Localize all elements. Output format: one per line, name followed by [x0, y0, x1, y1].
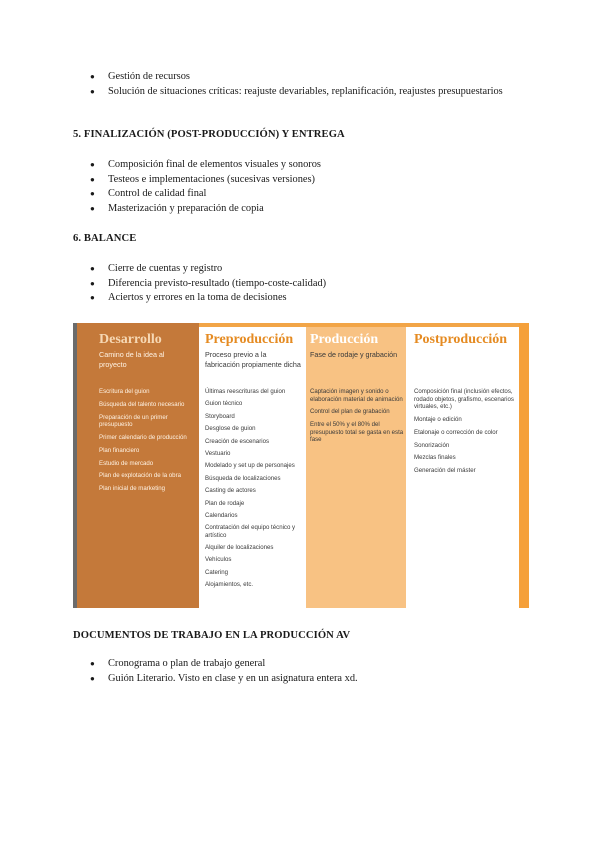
- figure-right-border: [519, 323, 529, 608]
- bullet-icon: ●: [90, 673, 95, 683]
- bullet-icon: ●: [90, 278, 95, 288]
- section5-bullet-list: [87, 158, 527, 216]
- phase-item: Vehículos: [205, 556, 232, 564]
- docs-bullet-list: [87, 657, 527, 686]
- phase-item: Alojamientos, etc.: [205, 581, 254, 589]
- phase-item: Mezclas finales: [414, 454, 456, 462]
- phase-item: Primer calendario de producción: [99, 433, 187, 441]
- phase-item: Estudio de mercado: [99, 459, 154, 467]
- bullet-icon: ●: [90, 293, 95, 303]
- phase-item: Catering: [205, 568, 229, 576]
- list-item: ● Composición final de elementos visuales y sonoros: [87, 158, 527, 173]
- phase-item: Búsqueda del talento necesario: [99, 400, 185, 408]
- phase-title: Postproducción: [414, 332, 508, 347]
- bullet-icon: ●: [90, 264, 95, 273]
- phase-title: Desarrollo: [99, 332, 162, 347]
- bullet-icon: ●: [90, 86, 95, 96]
- phase-item: Plan inicial de marketing: [99, 485, 166, 493]
- phase-item: Contratación del equipo técnico y artístico: [205, 524, 296, 539]
- phase-item-list: [310, 388, 404, 449]
- column-top-bar: [199, 323, 306, 327]
- bullet-icon: ●: [90, 174, 95, 184]
- list-item: ● Solución de situaciones críticas: reajuste devariables, replanificación, reajustes presupuestarios: [87, 85, 527, 100]
- phase-column-postproduccion: [406, 323, 519, 608]
- phase-item-list: [414, 388, 516, 480]
- section-heading-finalizacion: 5. FINALIZACIÓN (POST-PRODUCCIÓN) Y ENTREGA: [73, 129, 345, 140]
- phase-item: Preparación de un primer presupuesto: [99, 413, 168, 429]
- phase-subtitle: Proceso previo a la fabricación propiamente dicha: [205, 350, 301, 369]
- phase-subtitle: Camino de la idea al proyecto: [99, 350, 165, 369]
- phase-item: Casting de actores: [205, 487, 256, 495]
- phase-item: Vestuario: [205, 449, 231, 457]
- list-item: ● Masterización y preparación de copia: [87, 202, 527, 217]
- bullet-icon: ●: [90, 659, 95, 668]
- phase-column-preproduccion: [199, 323, 306, 608]
- phase-item: Montaje o edición: [414, 415, 462, 423]
- phase-item: Sonorización: [414, 441, 450, 449]
- bullet-icon: ●: [90, 189, 95, 199]
- top-bullet-list: [87, 70, 527, 99]
- list-item: ● Control de calidad final: [87, 187, 527, 202]
- phase-item: Alquiler de localizaciones: [205, 543, 274, 551]
- phase-column-desarrollo: [73, 323, 199, 608]
- phase-item: Plan de explotación de la obra: [99, 472, 181, 480]
- phase-item: Escritura del guion: [99, 388, 150, 395]
- phase-item: Storyboard: [205, 412, 235, 420]
- phase-column-produccion: [306, 323, 406, 608]
- section-heading-balance: 6. BALANCE: [73, 233, 137, 244]
- list-item: ● Diferencia previsto-resultado (tiempo-coste-calidad): [87, 277, 527, 292]
- phase-item: Control del plan de grabación: [310, 408, 390, 416]
- phase-item: Desglose de guion: [205, 425, 256, 433]
- figure-left-border: [73, 323, 77, 608]
- column-top-bar: [406, 323, 519, 327]
- phase-item: Creación de escenarios: [205, 437, 270, 445]
- phase-item: Búsqueda de localizaciones: [205, 474, 281, 482]
- phase-item: Plan de rodaje: [205, 499, 245, 507]
- list-item: ● Cronograma o plan de trabajo general: [87, 657, 527, 672]
- phase-item: Captación imagen y sonido o elaboración material de animación: [310, 388, 403, 403]
- phase-item-list: [99, 388, 195, 498]
- phase-item: Calendarios: [205, 511, 238, 519]
- list-item: ● Cierre de cuentas y registro: [87, 262, 527, 277]
- list-item: ● Testeos e implementaciones (sucesivas versiones): [87, 173, 527, 188]
- phase-item: Etalonaje o corrección de color: [414, 428, 498, 436]
- phase-item: Últimas reescrituras del guion: [205, 388, 286, 395]
- column-top-bar: [306, 323, 406, 327]
- list-item: ● Aciertos y errores en la toma de decisiones: [87, 291, 527, 306]
- phase-item: Modelado y set up de personajes: [205, 462, 295, 470]
- phase-item: Plan financiero: [99, 446, 140, 454]
- list-item: ● Gestión de recursos: [87, 70, 527, 85]
- phase-item-list: [205, 388, 303, 593]
- bullet-icon: ●: [90, 203, 95, 213]
- phase-title: Preproducción: [205, 332, 294, 347]
- phase-title: Producción: [310, 332, 379, 347]
- production-phases-figure: [73, 323, 529, 608]
- bullet-icon: ●: [90, 72, 95, 81]
- phase-item: Generación del máster: [414, 467, 476, 475]
- phase-item: Composición final (inclusión efectos, rodado objetos, grafismo, escenarios virtuales, etc.): [414, 388, 514, 411]
- phase-item: Guion técnico: [205, 400, 243, 408]
- phase-subtitle: Fase de rodaje y grabación: [310, 350, 398, 359]
- phase-item: Entre el 50% y el 80% del presupuesto total se gasta en esta fase: [310, 421, 404, 444]
- section6-bullet-list: [87, 262, 527, 306]
- list-item: ● Guión Literario. Visto en clase y en un asignatura entera xd.: [87, 672, 527, 687]
- bullet-icon: ●: [90, 160, 95, 169]
- section-heading-documentos: DOCUMENTOS DE TRABAJO EN LA PRODUCCIÓN AV: [73, 630, 351, 641]
